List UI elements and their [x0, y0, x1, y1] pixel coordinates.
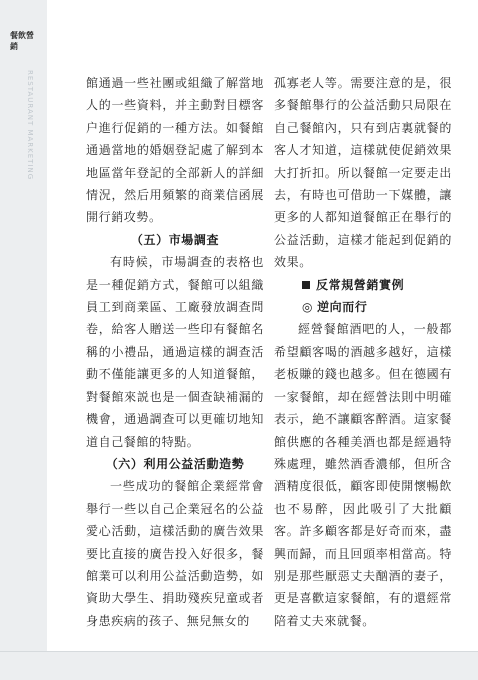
- paragraph: 有時候，市場調查的表格也是一種促銷方式，餐館可以組織員工到商業區、工廠發放調查問卷，給客人贈送一些印有餐館名稱的小禮品，通過這樣的調查活動不僅能讓更多的人知道餐館，對餐館來説也是一個查缺補漏的機會，通過調查可以更確切地知道自己餐館的特點。: [86, 255, 264, 449]
- sidebar: [0, 0, 47, 680]
- paragraph: 館通過一些社團或組織了解當地人的一些資料，并主動對目標客户進行促銷的一種方法。如餐館通過當地的婚姻登記處了解到本地區當年登記的全部新人的詳細情況，然后用頻繁的商業信函展開行銷攻勢。: [86, 76, 264, 225]
- section-tag-label: 餐飲營銷: [10, 31, 34, 51]
- section-heading: （六）利用公益活動造勢: [105, 456, 245, 471]
- paragraph: 一些成功的餐館企業經常會舉行一些以自己企業冠名的公益愛心活動，這樣活動的廣告效果要比直接的廣告投入好很多，餐館業可以利用公益活動造勢，如資助大學生、捐助殘疾兒童或者身患疾病的孩子、無兒無女的: [86, 479, 264, 628]
- right-column: [274, 72, 452, 632]
- square-bullet-icon: [302, 281, 310, 289]
- paragraph: 經營餐館酒吧的人，一般都希望顧客喝的酒越多越好，這樣老板賺的錢也越多。但在德國有一家餐館，却在經營法則中明確表示，絶不讓顧客醉酒。這家餐館供應的各種美酒也都是經過特殊處理，雖然酒香濃郁，但所含酒精度很低，顧客即使開懷暢飲也不易醉，因此吸引了大批顧客。許多顧客都是好奇而來，盡興而歸，而且回頭率相當高。特别是那些厭惡丈夫酗酒的妻子，更是喜歡這家餐館，有的還經常陪着丈夫來就餐。: [274, 322, 452, 628]
- section-tag: [10, 30, 38, 52]
- paragraph: 孤寡老人等。需要注意的是，很多餐館舉行的公益活動只局限在自己餐館內，只有到店裏就餐的客人才知道，這樣就使促銷效果大打折扣。所以餐館一定要走出去，有時也可借助一下媒體，讓更多的人都知道餐館正在舉行的公益活動，這樣才能起到促銷的效果。: [274, 76, 452, 270]
- section-heading: （五）市場調查: [130, 232, 220, 247]
- double-circle-icon: ◎: [302, 300, 314, 315]
- case-subtitle-text: 逆向而行: [317, 300, 368, 315]
- case-subtitle: [274, 296, 452, 318]
- footer-bar: [0, 652, 478, 680]
- case-title-text: 反常規營銷實例: [316, 277, 405, 292]
- section-tag-english: RESTAURANT MARKETING: [26, 70, 34, 181]
- case-title: [274, 274, 452, 296]
- left-column: [86, 72, 264, 632]
